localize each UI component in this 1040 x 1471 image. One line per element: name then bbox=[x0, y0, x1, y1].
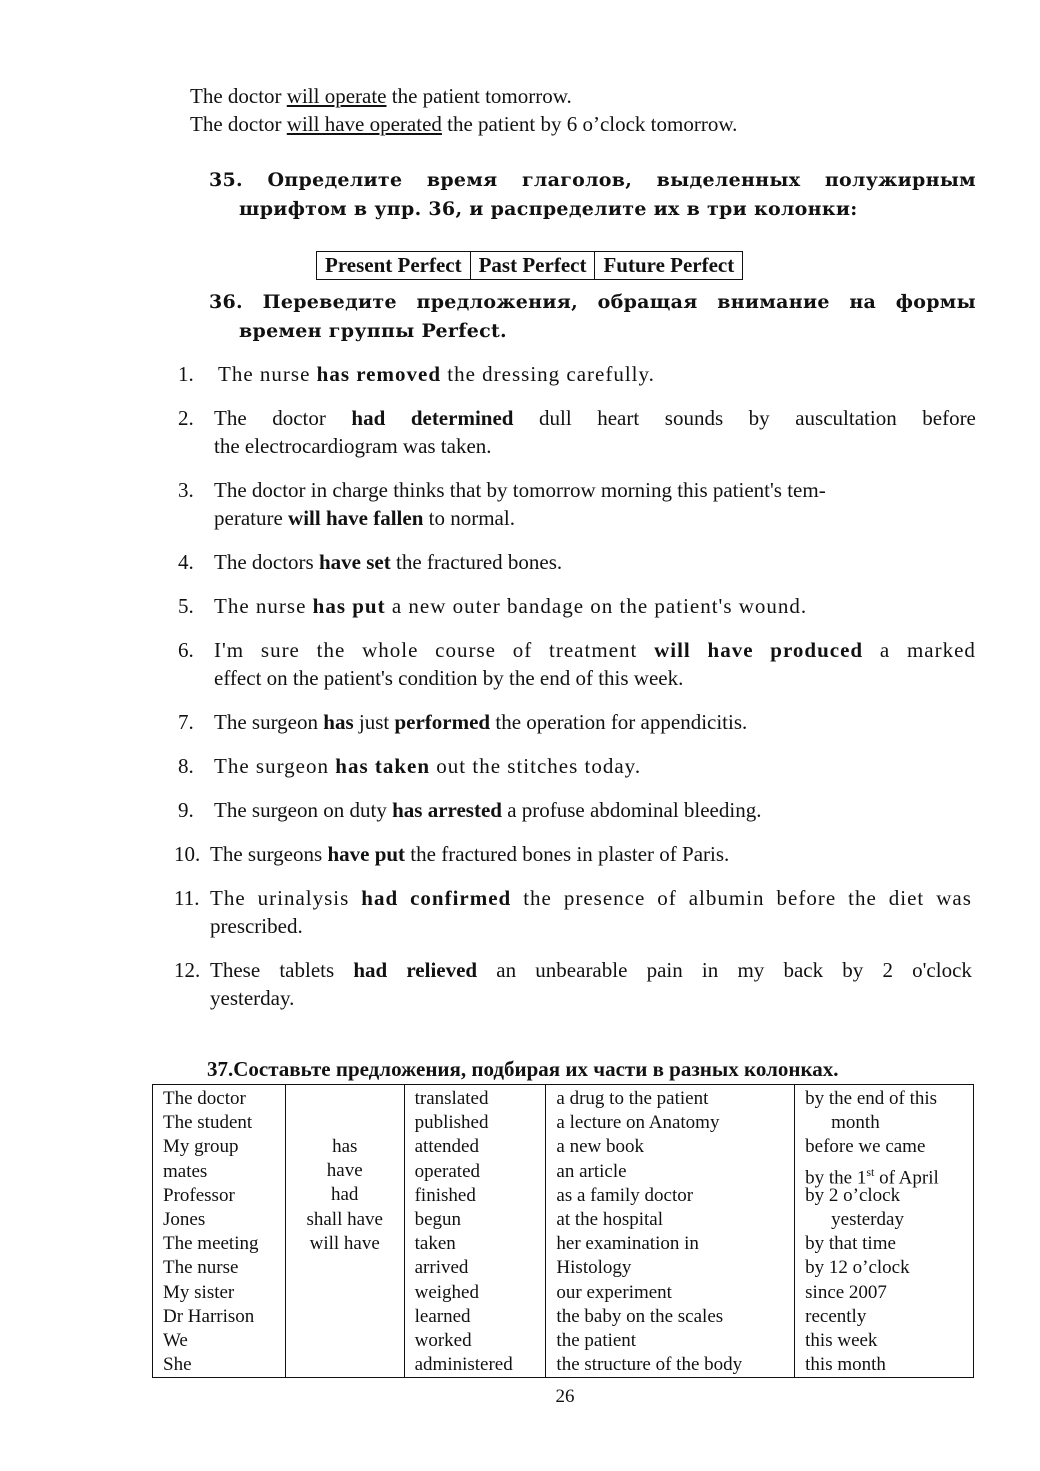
item-number: 2. bbox=[178, 406, 194, 430]
item-number: 11. bbox=[174, 886, 200, 910]
participle-cell: translated bbox=[414, 1088, 489, 1109]
text-part: The doctors bbox=[214, 550, 319, 574]
word: the bbox=[316, 638, 346, 662]
word: diet bbox=[888, 886, 925, 910]
participle-cell: learned bbox=[414, 1305, 471, 1327]
list-item bbox=[178, 404, 976, 460]
subject-cell: We bbox=[163, 1329, 188, 1351]
item-number: 1. bbox=[178, 362, 194, 386]
text-part: The doctor in charge thinks that by tomorrow morning this patient's tem- bbox=[214, 478, 826, 502]
time-cell: recently bbox=[805, 1305, 867, 1327]
time-cell: this month bbox=[805, 1354, 886, 1376]
text-part: The nurse bbox=[218, 362, 317, 386]
bold-verb: have set bbox=[318, 550, 391, 574]
item-line bbox=[210, 884, 972, 912]
text-part: the operation for appendicitis. bbox=[490, 710, 748, 734]
text-part: The surgeon bbox=[214, 710, 324, 734]
list-item bbox=[174, 884, 972, 940]
page-number: 26 bbox=[555, 1386, 575, 1407]
heading-word: Определите bbox=[267, 169, 403, 191]
list-item bbox=[174, 840, 972, 868]
ordinal-suffix: st bbox=[866, 1164, 875, 1179]
word: whole bbox=[362, 638, 419, 662]
text-part: out the stitches today. bbox=[430, 754, 642, 778]
text-part: the fractured bones. bbox=[390, 550, 563, 574]
time-cell: by that time bbox=[805, 1233, 896, 1255]
item-sentence bbox=[214, 754, 641, 778]
bold-verb: has put bbox=[312, 594, 386, 618]
participle-cell: arrived bbox=[414, 1257, 469, 1279]
word: dull bbox=[539, 406, 572, 430]
text-part: perature bbox=[214, 506, 289, 530]
text-part: The surgeon bbox=[214, 754, 336, 778]
participle-cell: administered bbox=[414, 1354, 513, 1376]
list-item bbox=[174, 956, 972, 1012]
bold-verb: will have fallen bbox=[288, 506, 424, 530]
auxiliaries-column bbox=[285, 1085, 404, 1378]
auxiliary-cell: have bbox=[326, 1160, 363, 1182]
time-cell: yesterday bbox=[831, 1208, 904, 1230]
word: sure bbox=[260, 638, 300, 662]
item-number: 9. bbox=[178, 798, 194, 822]
object-cell: the structure of the body bbox=[556, 1354, 743, 1376]
item-line bbox=[214, 752, 976, 780]
object-cell: a drug to the patient bbox=[556, 1088, 709, 1109]
participle-cell: finished bbox=[414, 1184, 476, 1206]
column-past-perfect: Past Perfect bbox=[470, 252, 595, 280]
list-item bbox=[178, 636, 976, 692]
heading-word: время bbox=[426, 169, 498, 191]
bold-verb-word: determined bbox=[410, 406, 514, 430]
word: presence bbox=[563, 886, 646, 910]
item-continuation: prescribed. bbox=[210, 914, 303, 938]
item-number: 8. bbox=[178, 754, 194, 778]
auxiliary-cell: had bbox=[331, 1184, 359, 1206]
word: heart bbox=[597, 406, 640, 430]
word: the bbox=[848, 886, 877, 910]
subject-cell: The student bbox=[163, 1112, 253, 1134]
participle-cell: published bbox=[414, 1112, 489, 1134]
auxiliary-cell: shall have bbox=[306, 1208, 383, 1230]
word: before bbox=[776, 886, 837, 910]
object-cell: our experiment bbox=[556, 1281, 672, 1303]
item-text bbox=[214, 752, 976, 780]
item-number: 10. bbox=[174, 842, 201, 866]
item-text bbox=[214, 592, 976, 620]
word: tablets bbox=[279, 958, 335, 982]
word: in bbox=[701, 958, 719, 982]
text-part: to normal. bbox=[423, 506, 515, 530]
item-sentence bbox=[214, 798, 761, 822]
item-number: 4. bbox=[178, 550, 194, 574]
word: 2 bbox=[882, 958, 893, 982]
bold-verb-word: had bbox=[353, 958, 388, 982]
bold-verb: has arrested bbox=[392, 798, 502, 822]
heading-word: глаголов, bbox=[521, 169, 633, 191]
time-cell: since 2007 bbox=[805, 1281, 887, 1303]
participle-cell: operated bbox=[414, 1160, 481, 1182]
bold-verb-word: relieved bbox=[406, 958, 478, 982]
item-sentence bbox=[214, 710, 747, 734]
bold-verb: performed bbox=[394, 710, 491, 734]
word: sounds bbox=[664, 406, 724, 430]
item-sentence bbox=[214, 478, 826, 502]
text-part: the fractured bones in plaster of Paris. bbox=[405, 842, 730, 866]
task-35-heading: 35. Определите время глаголов, выделенных полужирным шрифтом в упр. 36, и распределите их в три колонки: bbox=[209, 166, 976, 224]
item-text bbox=[210, 840, 972, 868]
word: The bbox=[210, 886, 246, 910]
word: albumin bbox=[688, 886, 765, 910]
objects-column bbox=[546, 1085, 795, 1378]
participle-cell: worked bbox=[414, 1329, 472, 1351]
participle-cell: begun bbox=[414, 1208, 462, 1230]
intro-line-2: The doctor will have operated the patient by 6 o’clock tomorrow. bbox=[190, 112, 738, 136]
list-item bbox=[178, 476, 976, 532]
heading-word: на bbox=[849, 291, 877, 313]
bold-verb: has bbox=[323, 710, 354, 734]
subject-cell: Jones bbox=[163, 1208, 206, 1230]
item-number: 12. bbox=[174, 958, 201, 982]
text-part: the dressing carefully. bbox=[441, 362, 655, 386]
object-cell: the patient bbox=[556, 1329, 637, 1351]
item-line bbox=[214, 548, 976, 576]
item-line bbox=[214, 796, 976, 824]
time-cell: by 12 o’clock bbox=[805, 1257, 910, 1279]
item-number: 7. bbox=[178, 710, 194, 734]
word: before bbox=[922, 406, 976, 430]
column-present-perfect: Present Perfect bbox=[317, 252, 471, 280]
bold-verb: have put bbox=[327, 842, 406, 866]
time-cell bbox=[805, 1160, 973, 1188]
item-line bbox=[210, 956, 972, 984]
word: back bbox=[783, 958, 824, 982]
list-item bbox=[178, 548, 976, 576]
bold-verb-word: will bbox=[654, 638, 691, 662]
word: These bbox=[210, 958, 261, 982]
text-part: The surgeons bbox=[210, 842, 328, 866]
item-text bbox=[214, 708, 976, 736]
object-cell: her examination in bbox=[556, 1233, 699, 1255]
participles-column bbox=[404, 1085, 546, 1378]
word: o'clock bbox=[912, 958, 972, 982]
time-cell: before we came bbox=[805, 1136, 926, 1158]
word: marked bbox=[906, 638, 976, 662]
object-cell: the baby on the scales bbox=[556, 1305, 724, 1327]
object-cell: Histology bbox=[556, 1257, 632, 1279]
text-part: just bbox=[353, 710, 395, 734]
matching-table bbox=[152, 1084, 974, 1378]
heading-word: предложения, bbox=[416, 291, 579, 313]
auxiliary-cell: has bbox=[332, 1136, 358, 1157]
list-item bbox=[178, 592, 976, 620]
time-cell: by the end of this bbox=[805, 1088, 938, 1109]
item-line bbox=[214, 708, 976, 736]
word: of bbox=[512, 638, 533, 662]
subject-cell: mates bbox=[163, 1160, 208, 1182]
object-cell: a new book bbox=[556, 1136, 645, 1158]
item-continuation: effect on the patient's condition by the end of this week. bbox=[214, 666, 684, 690]
item-continuation: yesterday. bbox=[210, 986, 295, 1010]
word: was bbox=[936, 886, 972, 910]
heading-word: Переведите bbox=[262, 291, 397, 313]
subject-cell: She bbox=[163, 1354, 192, 1376]
task-37-heading: 37.Составьте предложения, подбирая их части в разных колонках. bbox=[207, 1057, 839, 1081]
participle-cell: taken bbox=[414, 1233, 456, 1255]
object-cell: at the hospital bbox=[556, 1208, 664, 1230]
item-text bbox=[214, 796, 976, 824]
item-line bbox=[214, 476, 976, 504]
item-sentence bbox=[214, 550, 562, 574]
heading-word: обращая bbox=[597, 291, 698, 313]
bold-verb-word: produced bbox=[770, 638, 864, 662]
time-cell: by 2 o’clock bbox=[805, 1184, 901, 1206]
word: treatment bbox=[549, 638, 638, 662]
text-part: of April bbox=[874, 1166, 939, 1188]
text-part: a profuse abdominal bleeding. bbox=[501, 798, 762, 822]
item-continuation bbox=[214, 504, 976, 532]
column-future-perfect: Future Perfect bbox=[595, 252, 743, 280]
word: a bbox=[879, 638, 891, 662]
item-text bbox=[214, 636, 976, 692]
item-line bbox=[214, 592, 976, 620]
item-line bbox=[214, 404, 976, 432]
time-cell: month bbox=[831, 1112, 880, 1134]
bold-verb: has taken bbox=[335, 754, 431, 778]
item-sentence bbox=[214, 594, 807, 618]
underlined-verb: will have operated bbox=[286, 112, 442, 136]
text-part: The nurse bbox=[214, 594, 313, 618]
list-item bbox=[178, 708, 976, 736]
item-line bbox=[214, 636, 976, 664]
item-text bbox=[214, 476, 976, 532]
bold-verb-word: had bbox=[361, 886, 399, 910]
subject-cell: The doctor bbox=[163, 1088, 246, 1109]
intro-line-1: The doctor will operate the patient tomorrow. bbox=[190, 84, 572, 108]
subject-cell: Dr Harrison bbox=[163, 1305, 255, 1327]
heading-word: полужирным bbox=[824, 169, 976, 191]
list-item bbox=[178, 752, 976, 780]
object-cell: an article bbox=[556, 1160, 627, 1182]
word: of bbox=[657, 886, 677, 910]
word: auscultation bbox=[795, 406, 897, 430]
time-column bbox=[795, 1085, 974, 1378]
item-number: 5. bbox=[178, 594, 194, 618]
word: I'm bbox=[214, 638, 245, 662]
item-text bbox=[214, 404, 976, 460]
object-cell: as a family doctor bbox=[556, 1184, 694, 1206]
item-sentence bbox=[218, 362, 655, 386]
item-text bbox=[210, 884, 972, 940]
object-cell: a lecture on Anatomy bbox=[556, 1112, 720, 1134]
list-item bbox=[178, 796, 976, 824]
task-number: 36. bbox=[209, 291, 243, 313]
bold-verb-word: have bbox=[707, 638, 754, 662]
heading-word: формы bbox=[895, 291, 976, 313]
task-36-heading: 36. Переведите предложения, обращая внимание на формы времен группы Perfect. bbox=[209, 288, 976, 346]
word: by bbox=[748, 406, 770, 430]
word: an bbox=[496, 958, 517, 982]
item-sentence bbox=[210, 842, 729, 866]
word: doctor bbox=[272, 406, 326, 430]
word: my bbox=[737, 958, 765, 982]
bold-verb-word: had bbox=[351, 406, 386, 430]
task-number: 35. bbox=[209, 169, 243, 191]
item-number: 6. bbox=[178, 638, 194, 662]
bold-verb-word: confirmed bbox=[410, 886, 512, 910]
heading-word: выделенных bbox=[656, 169, 801, 191]
item-text bbox=[210, 956, 972, 1012]
subject-cell: The nurse bbox=[163, 1257, 239, 1279]
subject-cell: Professor bbox=[163, 1184, 235, 1206]
heading-word: внимание bbox=[717, 291, 830, 313]
subject-cell: The meeting bbox=[163, 1233, 259, 1255]
tense-columns-table bbox=[316, 251, 743, 280]
word: the bbox=[523, 886, 552, 910]
word: pain bbox=[646, 958, 683, 982]
bold-verb: has removed bbox=[316, 362, 441, 386]
word: course bbox=[435, 638, 496, 662]
text-part: The surgeon on duty bbox=[214, 798, 393, 822]
word: urinalysis bbox=[257, 886, 350, 910]
word: unbearable bbox=[535, 958, 628, 982]
subject-cell: My sister bbox=[163, 1281, 235, 1303]
time-cell: this week bbox=[805, 1329, 878, 1351]
word: The bbox=[214, 406, 247, 430]
item-text bbox=[214, 548, 976, 576]
item-line bbox=[210, 840, 972, 868]
item-continuation: the electrocardiogram was taken. bbox=[214, 434, 492, 458]
text-part: by the 1 bbox=[805, 1166, 867, 1188]
item-number: 3. bbox=[178, 478, 194, 502]
underlined-verb: will operate bbox=[286, 84, 387, 108]
text-part: a new outer bandage on the patient's wound. bbox=[385, 594, 808, 618]
auxiliary-cell: will have bbox=[309, 1232, 380, 1254]
list-item bbox=[178, 360, 976, 388]
subject-cell: My group bbox=[163, 1136, 239, 1158]
item-line bbox=[218, 360, 976, 388]
participle-cell: attended bbox=[414, 1136, 479, 1158]
participle-cell: weighed bbox=[414, 1281, 479, 1303]
subjects-column bbox=[153, 1085, 286, 1378]
word: by bbox=[842, 958, 864, 982]
item-text bbox=[218, 360, 976, 388]
